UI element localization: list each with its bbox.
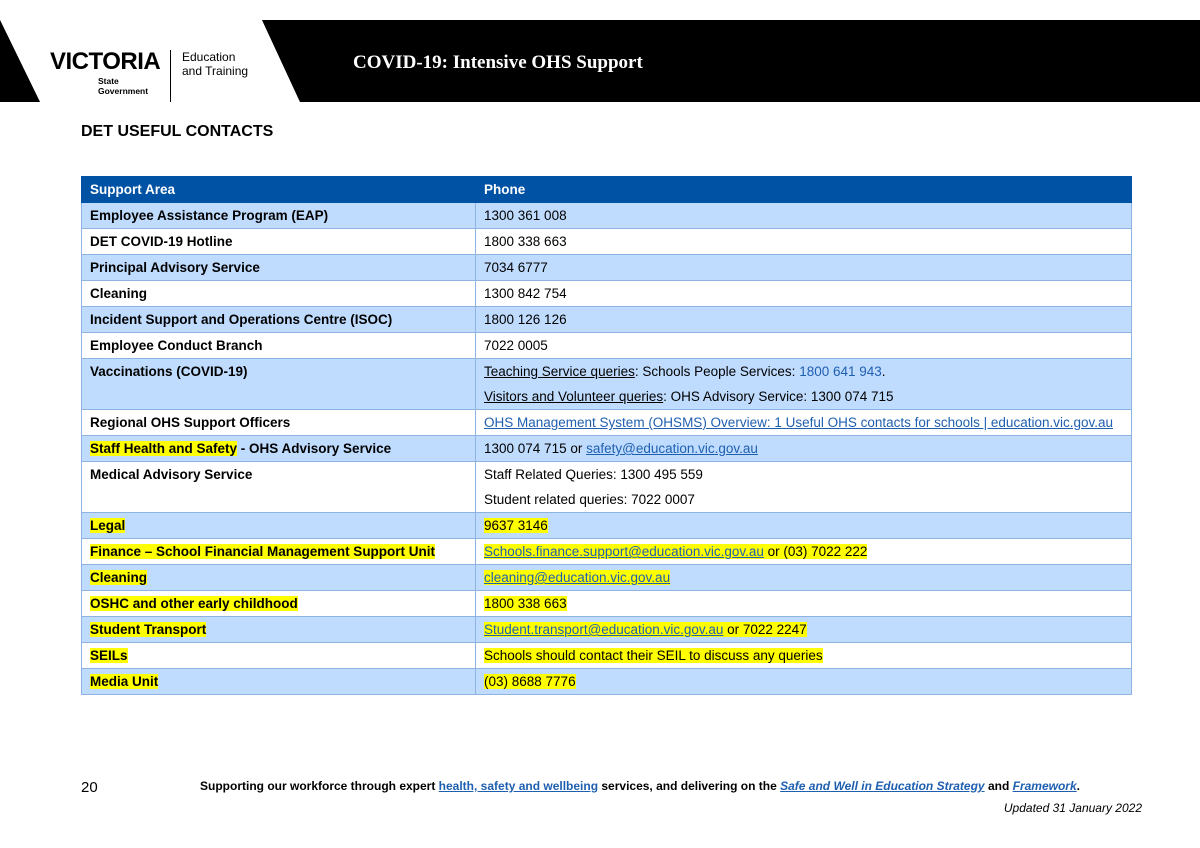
visitors-queries-line (484, 388, 1123, 405)
health-safety-wellbeing-link[interactable]: health, safety and wellbeing (438, 779, 599, 793)
ohsms-overview-link[interactable]: OHS Management System (OHSMS) Overview: 1 Useful OHS contacts for schools | education.vic.gov.au (484, 415, 1113, 430)
staff-health-safety-highlight: Staff Health and Safety (90, 441, 238, 456)
safety-email-link[interactable]: safety@education.vic.gov.au (586, 441, 758, 456)
table-row (82, 203, 1132, 229)
support-area-cell: Regional OHS Support Officers (82, 410, 476, 436)
logo-department: Education and Training (182, 50, 249, 78)
support-area-cell: Employee Conduct Branch (82, 333, 476, 359)
support-area-cell: Cleaning (82, 281, 476, 307)
logo-divider (170, 50, 171, 102)
cleaning-email-link[interactable]: cleaning@education.vic.gov.au (484, 570, 671, 585)
finance-email-link[interactable]: Schools.finance.support@education.vic.gov.au (484, 544, 764, 559)
phone-cell (476, 669, 1132, 695)
column-header-support-area: Support Area (82, 177, 476, 203)
support-area-cell: Medical Advisory Service (82, 462, 476, 513)
teaching-service-queries-text: : Schools People Services: (634, 364, 800, 379)
phone-cell (476, 617, 1132, 643)
support-area-cell: DET COVID-19 Hotline (82, 229, 476, 255)
table-row (82, 436, 1132, 462)
highlighted-text: 9637 3146 (484, 518, 548, 533)
table-row (82, 333, 1132, 359)
phone-cell (476, 565, 1132, 591)
highlighted-text: OSHC and other early childhood (90, 596, 298, 611)
support-area-rest: - OHS Advisory Service (237, 441, 392, 456)
support-area-cell (82, 539, 476, 565)
page-header (0, 20, 1200, 102)
support-area-cell: Principal Advisory Service (82, 255, 476, 281)
framework-link[interactable]: Framework (1012, 779, 1077, 793)
support-area-cell (82, 436, 476, 462)
contacts-table (81, 176, 1132, 695)
table-row (82, 229, 1132, 255)
phone-text: or (03) 7022 222 (763, 544, 868, 559)
table-row (82, 462, 1132, 513)
student-queries-line: Student related queries: 7022 0007 (484, 492, 695, 507)
footer-text-part: and (984, 779, 1013, 793)
table-header-row (82, 177, 1132, 203)
support-area-cell (82, 643, 476, 669)
table-row (82, 281, 1132, 307)
column-header-phone: Phone (476, 177, 1132, 203)
footer-text-part: Supporting our workforce through expert (200, 779, 439, 793)
logo-state-text: State Government (98, 76, 149, 96)
highlighted-text: Schools should contact their SEIL to discuss any queries (484, 648, 823, 663)
phone-cell (476, 359, 1132, 410)
support-area-cell (82, 565, 476, 591)
highlighted-text: Cleaning (90, 570, 148, 585)
phone-cell (476, 643, 1132, 669)
phone-cell (476, 436, 1132, 462)
footer-text (200, 779, 1080, 793)
highlighted-text: Media Unit (90, 674, 159, 689)
phone-cell (476, 462, 1132, 513)
highlighted-text: Finance – School Financial Management Support Unit (90, 544, 436, 559)
header-title: COVID-19: Intensive OHS Support (353, 52, 643, 73)
phone-cell (476, 410, 1132, 436)
table-row (82, 359, 1132, 410)
page-number: 20 (81, 779, 98, 796)
table-row (82, 307, 1132, 333)
phone-text: or 7022 2247 (723, 622, 807, 637)
phone-cell: 1800 338 663 (476, 229, 1132, 255)
phone-cell: 7034 6777 (476, 255, 1132, 281)
footer-text-part: services, and delivering on the (598, 779, 781, 793)
support-area-cell (82, 617, 476, 643)
support-area-cell: Vaccinations (COVID-19) (82, 359, 476, 410)
highlighted-text: Student Transport (90, 622, 207, 637)
victoria-logo: VICTORIA (50, 48, 161, 75)
support-area-cell (82, 513, 476, 539)
table-row (82, 255, 1132, 281)
phone-text: 1300 074 715 or (484, 441, 587, 456)
support-area-cell (82, 669, 476, 695)
highlighted-text: 1800 338 663 (484, 596, 567, 611)
phone-cell (476, 539, 1132, 565)
staff-queries-line: Staff Related Queries: 1300 495 559 (484, 467, 703, 482)
phone-cell: 1300 361 008 (476, 203, 1132, 229)
support-area-cell: Employee Assistance Program (EAP) (82, 203, 476, 229)
section-title: DET USEFUL CONTACTS (81, 123, 274, 140)
phone-cell: 7022 0005 (476, 333, 1132, 359)
table-row (82, 410, 1132, 436)
teaching-service-queries-label: Teaching Service queries (484, 364, 635, 379)
updated-date: Updated 31 January 2022 (1003, 801, 1142, 815)
table-row (82, 513, 1132, 539)
phone-cell (476, 591, 1132, 617)
highlighted-text: (03) 8688 7776 (484, 674, 576, 689)
safe-well-strategy-link[interactable]: Safe and Well in Education Strategy (780, 779, 985, 793)
sentence-period: . (881, 364, 886, 379)
table-row (82, 669, 1132, 695)
table-row (82, 617, 1132, 643)
student-transport-email-link[interactable]: Student.transport@education.vic.gov.au (484, 622, 724, 637)
teaching-service-phone[interactable]: 1800 641 943 (799, 364, 882, 379)
phone-cell: 1800 126 126 (476, 307, 1132, 333)
support-area-cell (82, 591, 476, 617)
visitors-queries-text: : OHS Advisory Service: 1300 074 715 (663, 389, 894, 404)
highlighted-text: Legal (90, 518, 126, 533)
footer-text-part: . (1076, 779, 1080, 793)
table-row (82, 565, 1132, 591)
support-area-cell: Incident Support and Operations Centre (ISOC) (82, 307, 476, 333)
table-row (82, 643, 1132, 669)
phone-cell: 1300 842 754 (476, 281, 1132, 307)
visitors-queries-label: Visitors and Volunteer queries (484, 389, 664, 404)
phone-cell (476, 513, 1132, 539)
table-row (82, 591, 1132, 617)
highlighted-text: SEILs (90, 648, 128, 663)
table-row (82, 539, 1132, 565)
